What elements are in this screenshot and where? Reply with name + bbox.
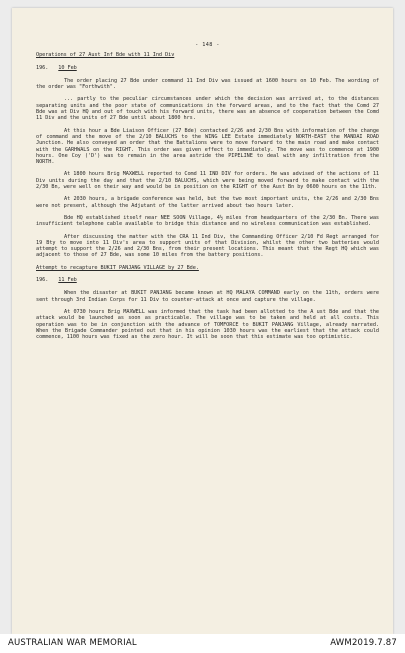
footer-reference: AWM2019.7.87 [330, 638, 397, 648]
paragraph-brig-maxwell: At 1800 hours Brig MAXWELL reported to Comd 11 IND DIV for orders. He was advised of the actions of 11 Div units during the day and that the 2/10 BALUCHS, which were being moved forward to make contact with the 2/30 Bn, were well on their way and would be in position on the RIGHT of the Aust Bn by 0600 hours on the 11th. [36, 171, 379, 191]
paragraph-number: 196. [36, 64, 49, 71]
section-heading-recapture: Attempt to recapture BUKIT PANJANG VILLAGE by 27 Bde. [36, 264, 199, 271]
paragraph-order-issued: The order placing 27 Bde under command 11 Ind Div was issued at 1600 hours on 10 Feb. The wording of the order was "Forthwith". [36, 77, 379, 91]
archive-footer [0, 634, 405, 653]
paragraph-liaison-officer: At this hour a Bde Liaison Officer (27 Bde) contacted 2/26 and 2/30 Bns with information of the change of command and the move of the 2/10 BALUCHS to the WING LEE Estate immediately NORTH-EAST the MANDAI ROAD Junction. He also conveyed an order that the Battalions were to move forward to the main road and make contact with the GARHWALS on the RIGHT. This order was given effect to immediately. The move was to commence at 1900 hours. One Coy ('D') was to remain in the area astride the PIPELINE to deal with any infiltration from the NORTH. [36, 127, 379, 166]
document-page [12, 8, 393, 634]
paragraph-number: 196. [36, 277, 49, 284]
date-entry-11-feb [36, 277, 379, 283]
date-label: 10 Feb [58, 64, 77, 71]
section-heading-operations: Operations of 27 Aust Inf Bde with 11 Ind Div [36, 52, 175, 59]
typed-text-block [36, 42, 379, 346]
date-entry-10-feb [36, 65, 379, 71]
paragraph-bde-hq: Bde HQ established itself near NEE SOON Village, 4½ miles from headquarters of the 2/30 Bn. There was insufficient telephone cable available to bridge this distance and no wireless communication was established. [36, 214, 379, 228]
date-label: 11 Feb [58, 277, 77, 284]
paragraph-absence-cooperation: ... partly to the peculiar circumstances under which the decision was arrived at, to the distances separating units and the poor state of communications in the forward areas, and to the fact that the Comd 27 Bde was at Div HQ and out of touch with his forward units, there was an absence of cooperation between the Comd 11 Div and the units of 27 Bde until about 1800 hrs. [36, 96, 379, 122]
paragraph-0730-hours: At 0730 hours Brig MAXWELL was informed that the task had been allotted to the A ust Bde and that the attack would be launched as soon as practicable. The village was to be taken and held at all costs. This operation was to be in conjunction with the advance of TOMFORCE to BUKIT PANJANG Village, already narrated. When the Brigade Commander pointed out that in his opinion 1030 hours was the earliest that the attack could commence, 1100 hours was fixed as the zero hour. It will be soon that this estimate was too optimistic. [36, 308, 379, 341]
footer-institution: AUSTRALIAN WAR MEMORIAL [8, 638, 137, 648]
page-number: - 148 - [195, 42, 220, 48]
paragraph-brigade-conference: At 2030 hours, a brigade conference was held, but the two most important units, the 2/26 and 2/30 Bns were not present, although the Adjutant of the latter arrived about two hours later. [36, 196, 379, 209]
paragraph-cra-discussion: After discussing the matter with the CRA 11 Ind Div, the Commanding Officer 2/10 Fd Regt arranged for 19 Bty to move into 11 Div's area to support units of that Division, whilst the other two batteries would attempt to support the 2/26 and 2/30 Bns, from their present locations. This meant that the Regt HQ which was adjacent to those of 27 Bde, was some 10 miles from the battery positions. [36, 233, 379, 259]
paragraph-disaster-bukit-panjang: When the disaster at BUKIT PANJANG became known at HQ MALAYA COMMAND early on the 11th, orders were sent through 3rd Indian Corps for 11 Div to counter-attack at once and capture the village. [36, 290, 379, 303]
